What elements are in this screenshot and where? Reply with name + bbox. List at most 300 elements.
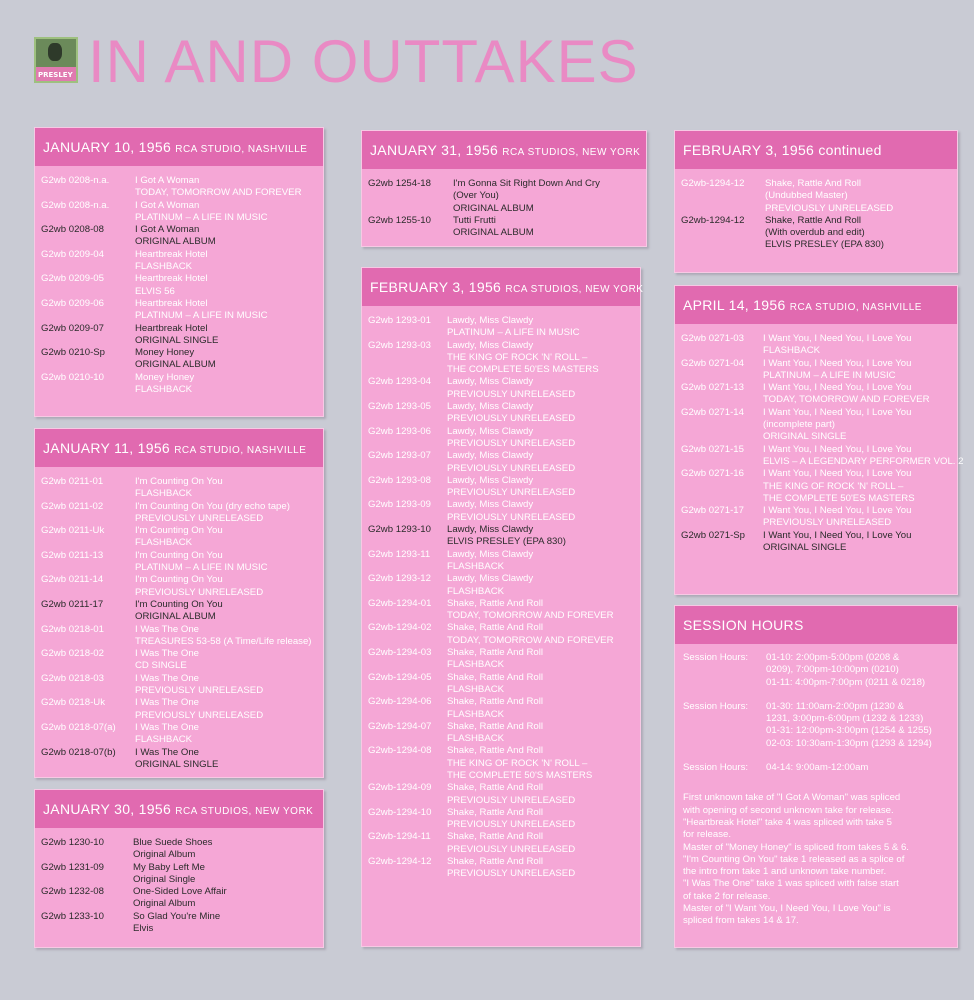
take-release: TODAY, TOMORROW AND FOREVER xyxy=(447,610,614,622)
take-row xyxy=(35,501,323,526)
take-row xyxy=(35,574,323,599)
take-row xyxy=(35,323,323,348)
session-date: JANUARY 30, 1956 xyxy=(43,801,172,817)
take-release: PREVIOUSLY UNRELEASED xyxy=(447,437,576,449)
session-hours-line: 01-11: 4:00pm-7:00pm (0211 & 0218) xyxy=(766,676,926,688)
take-song: Shake, Rattle And Roll xyxy=(447,720,543,732)
take-row xyxy=(362,401,640,426)
take-list xyxy=(35,828,323,935)
session-hours-row xyxy=(683,762,957,774)
session-box-jan31 xyxy=(361,130,647,247)
take-song: Shake, Rattle And Roll xyxy=(447,806,543,818)
take-row xyxy=(362,831,640,856)
take-row xyxy=(35,298,323,323)
take-release: PREVIOUSLY UNRELEASED xyxy=(447,794,576,806)
take-catalog-number: G2wb 0271-15 xyxy=(681,443,744,455)
take-row xyxy=(362,315,640,340)
take-row xyxy=(35,648,323,673)
take-catalog-number: G2wb 0208-08 xyxy=(41,224,104,236)
take-catalog-number: G2wb 0209-04 xyxy=(41,248,104,260)
session-hours-label: Session Hours: xyxy=(683,652,749,663)
note-line: spliced from takes 14 & 17. xyxy=(683,915,799,927)
take-catalog-number: G2wb-1294-02 xyxy=(368,622,432,634)
take-row xyxy=(675,382,957,407)
take-release-continued: THE COMPLETE 50'ES MASTERS xyxy=(447,364,599,376)
session-box-feb3 xyxy=(361,267,644,947)
session-date: FEBRUARY 3, 1956 continued xyxy=(683,142,882,158)
session-hours-line: 02-03: 10:30am-1:30pm (1293 & 1294) xyxy=(766,737,932,749)
session-hours-line: 04-14: 9:00am-12:00am xyxy=(766,762,869,774)
take-note: (Undubbed Master) xyxy=(765,190,848,202)
take-row xyxy=(35,722,323,747)
take-song: I'm Counting On You xyxy=(135,525,223,537)
note-line: with opening of second unknown take for release. xyxy=(683,804,894,816)
take-catalog-number: G2wb 1293-12 xyxy=(368,573,431,585)
take-release: PREVIOUSLY UNRELEASED xyxy=(763,517,892,529)
note-line: Master of "I Want You, I Need You, I Love You" is xyxy=(683,903,891,915)
take-release: PLATINUM – A LIFE IN MUSIC xyxy=(135,310,268,322)
take-release: ORIGINAL SINGLE xyxy=(763,431,847,443)
take-song: Lawdy, Miss Clawdy xyxy=(447,450,534,462)
take-song: Heartbreak Hotel xyxy=(135,322,208,334)
take-song: Lawdy, Miss Clawdy xyxy=(447,474,534,486)
take-catalog-number: G2wb-1294-01 xyxy=(368,597,432,609)
session-header xyxy=(675,286,957,324)
take-catalog-number: G2wb 0209-07 xyxy=(41,322,104,334)
take-song: Lawdy, Miss Clawdy xyxy=(447,573,534,585)
take-catalog-number: G2wb 0211-02 xyxy=(41,500,104,512)
take-release: ORIGINAL SINGLE xyxy=(135,334,219,346)
take-song: Blue Suede Shoes xyxy=(133,837,213,848)
take-row xyxy=(35,175,323,200)
session-location: RCA STUDIOS, NEW YORK xyxy=(502,147,641,158)
take-song: Lawdy, Miss Clawdy xyxy=(447,376,534,388)
session-box-jan30 xyxy=(34,789,324,948)
take-release: PLATINUM – A LIFE IN MUSIC xyxy=(447,327,580,339)
take-row xyxy=(35,673,323,698)
take-catalog-number: G2wb 1293-06 xyxy=(368,425,431,437)
session-hours-row xyxy=(683,652,957,689)
take-catalog-number: G2wb 1293-04 xyxy=(368,376,431,388)
session-hours-label: Session Hours: xyxy=(683,700,749,712)
take-row xyxy=(362,426,640,451)
take-catalog-number: G2wb 1230-10 xyxy=(41,837,104,848)
session-box-apr14 xyxy=(674,285,964,595)
take-row xyxy=(362,622,640,647)
session-header xyxy=(675,131,957,169)
take-song: My Baby Left Me xyxy=(133,861,205,873)
take-row xyxy=(675,468,957,505)
take-catalog-number: G2wb 1293-01 xyxy=(368,315,431,326)
take-release: PREVIOUSLY UNRELEASED xyxy=(765,202,894,214)
take-release: THE KING OF ROCK 'N' ROLL – xyxy=(763,480,904,492)
take-catalog-number: G2wb 0218-07(a) xyxy=(41,721,116,733)
take-row xyxy=(35,476,323,501)
take-song: I Was The One xyxy=(135,623,199,635)
session-header xyxy=(35,790,323,828)
take-row xyxy=(675,178,957,215)
take-song: Heartbreak Hotel xyxy=(135,297,208,309)
take-song: Lawdy, Miss Clawdy xyxy=(447,524,534,536)
take-row xyxy=(35,911,323,936)
take-song: Shake, Rattle And Roll xyxy=(447,671,543,683)
take-row xyxy=(362,178,646,215)
take-catalog-number: G2wb 1293-07 xyxy=(368,450,431,462)
take-row xyxy=(35,624,323,649)
take-catalog-number: G2wb 1293-08 xyxy=(368,474,431,486)
title-icon xyxy=(34,37,78,83)
take-release: PREVIOUSLY UNRELEASED xyxy=(135,586,264,598)
take-catalog-number: G2wb-1294-12 xyxy=(681,214,745,226)
note-line: "I'm Counting On You" take 1 released as a splice of xyxy=(683,853,905,865)
take-song: Shake, Rattle And Roll xyxy=(447,622,543,634)
take-release: Original Album xyxy=(133,898,196,910)
take-row xyxy=(362,340,640,377)
take-release: ELVIS PRESLEY (EPA 830) xyxy=(765,239,884,251)
take-row xyxy=(362,672,640,697)
take-row xyxy=(35,224,323,249)
take-catalog-number: G2wb 0210-10 xyxy=(41,371,104,383)
take-song: Heartbreak Hotel xyxy=(135,248,208,260)
take-song: I'm Counting On You xyxy=(135,476,223,487)
take-song: I Was The One xyxy=(135,721,199,733)
take-catalog-number: G2wb 0271-03 xyxy=(681,333,744,344)
take-catalog-number: G2wb 0271-16 xyxy=(681,468,744,480)
take-song: Shake, Rattle And Roll xyxy=(447,856,543,868)
take-release: PREVIOUSLY UNRELEASED xyxy=(447,462,576,474)
take-song: I Got A Woman xyxy=(135,175,200,186)
take-release: FLASHBACK xyxy=(447,560,505,572)
take-release-continued: THE COMPLETE 50'S MASTERS xyxy=(447,769,593,781)
session-hours-line: 01-31: 12:00pm-3:00pm (1254 & 1255) xyxy=(766,725,932,737)
session-header xyxy=(35,128,323,166)
take-song: Tutti Frutti xyxy=(453,214,496,226)
take-row xyxy=(675,505,957,530)
take-song: Lawdy, Miss Clawdy xyxy=(447,315,534,326)
take-release: FLASHBACK xyxy=(447,683,505,695)
take-catalog-number: G2wb 0271-Sp xyxy=(681,529,745,541)
take-release: PREVIOUSLY UNRELEASED xyxy=(135,685,264,697)
take-release: FLASHBACK xyxy=(135,384,193,396)
session-hours-row xyxy=(683,701,957,750)
take-release: THE KING OF ROCK 'N' ROLL – xyxy=(447,757,588,769)
take-catalog-number: G2wb-1294-03 xyxy=(368,647,432,659)
take-song: Shake, Rattle And Roll xyxy=(447,745,543,757)
take-catalog-number: G2wb 1293-05 xyxy=(368,401,431,413)
take-song: I Was The One xyxy=(135,697,199,709)
take-release: ORIGINAL ALBUM xyxy=(135,236,216,248)
take-song: I Got A Woman xyxy=(135,199,200,211)
note-line: the intro from take 1 and unknown take number. xyxy=(683,866,887,878)
take-release: PREVIOUSLY UNRELEASED xyxy=(447,388,576,400)
take-song: I'm Counting On You xyxy=(135,574,223,586)
take-note: (Over You) xyxy=(453,190,499,202)
take-song: I'm Counting On You (dry echo tape) xyxy=(135,500,290,512)
take-catalog-number: G2wb 0218-Uk xyxy=(41,697,105,709)
take-song: Shake, Rattle And Roll xyxy=(765,214,861,226)
take-row xyxy=(362,721,640,746)
take-row xyxy=(362,782,640,807)
take-row xyxy=(35,525,323,550)
take-song: I'm Counting On You xyxy=(135,549,223,561)
take-row xyxy=(675,358,957,383)
take-row xyxy=(675,333,957,358)
session-location: RCA STUDIOS, NEW YORK xyxy=(175,806,314,817)
take-catalog-number: G2wb 0218-03 xyxy=(41,672,104,684)
take-release: PREVIOUSLY UNRELEASED xyxy=(135,512,264,524)
take-song: Lawdy, Miss Clawdy xyxy=(447,425,534,437)
take-song: I Want You, I Need You, I Love You xyxy=(763,357,912,369)
session-date: JANUARY 10, 1956 xyxy=(43,139,172,155)
session-hours-box xyxy=(674,605,958,948)
take-catalog-number: G2wb 1293-10 xyxy=(368,524,431,536)
take-song: Shake, Rattle And Roll xyxy=(447,782,543,794)
take-song: Shake, Rattle And Roll xyxy=(447,831,543,843)
take-catalog-number: G2wb 1254-18 xyxy=(368,178,431,189)
session-hours-line: 01-30: 11:00am-2:00pm (1230 & xyxy=(766,700,904,712)
take-song: I'm Counting On You xyxy=(135,598,223,610)
take-release: FLASHBACK xyxy=(447,659,505,671)
take-catalog-number: G2wb 0271-04 xyxy=(681,357,744,369)
take-song: Shake, Rattle And Roll xyxy=(447,696,543,708)
session-hours-line: 0209), 7:00pm-10:00pm (0210) xyxy=(766,664,899,676)
take-catalog-number: G2wb-1294-09 xyxy=(368,782,432,794)
session-hours-body xyxy=(675,644,957,928)
take-release: CD SINGLE xyxy=(135,660,187,672)
take-list xyxy=(362,306,640,881)
take-song: Lawdy, Miss Clawdy xyxy=(447,339,534,351)
take-row xyxy=(362,450,640,475)
take-catalog-number: G2wb-1294-06 xyxy=(368,696,432,708)
take-song: I Want You, I Need You, I Love You xyxy=(763,406,912,418)
take-song: Shake, Rattle And Roll xyxy=(447,647,543,659)
take-catalog-number: G2wb 1293-11 xyxy=(368,548,431,560)
icon-text: PRESLEY xyxy=(38,71,73,79)
take-release: PLATINUM – A LIFE IN MUSIC xyxy=(135,211,268,223)
take-release: ELVIS 56 xyxy=(135,285,175,297)
take-row xyxy=(35,550,323,575)
splice-notes xyxy=(683,792,957,927)
take-release: ORIGINAL SINGLE xyxy=(135,758,219,770)
take-catalog-number: G2wb 0211-Uk xyxy=(41,525,105,537)
take-row xyxy=(362,475,640,500)
note-line: "I Was The One" take 1 was spliced with false start xyxy=(683,878,899,890)
take-catalog-number: G2wb-1294-11 xyxy=(368,831,431,843)
take-catalog-number: G2wb 0218-01 xyxy=(41,623,104,635)
take-row xyxy=(362,807,640,832)
take-release: TODAY, TOMORROW AND FOREVER xyxy=(135,187,302,199)
take-release-continued: THE COMPLETE 50'ES MASTERS xyxy=(763,492,915,504)
take-row xyxy=(362,647,640,672)
take-song: Lawdy, Miss Clawdy xyxy=(447,499,534,511)
take-catalog-number: G2wb-1294-07 xyxy=(368,720,432,732)
take-release: PREVIOUSLY UNRELEASED xyxy=(135,709,264,721)
take-release: TREASURES 53-58 (A Time/Life release) xyxy=(135,635,312,647)
take-row xyxy=(35,273,323,298)
take-catalog-number: G2wb 0209-05 xyxy=(41,273,104,285)
take-row xyxy=(35,697,323,722)
take-song: Lawdy, Miss Clawdy xyxy=(447,401,534,413)
take-release: ORIGINAL ALBUM xyxy=(453,202,534,214)
session-header xyxy=(362,268,644,306)
take-song: I Was The One xyxy=(135,672,199,684)
take-song: Shake, Rattle And Roll xyxy=(765,178,861,189)
take-song: Money Honey xyxy=(135,347,195,359)
take-row xyxy=(362,696,640,721)
take-list xyxy=(362,169,646,239)
take-release: ORIGINAL ALBUM xyxy=(135,359,216,371)
take-catalog-number: G2wb 0211-01 xyxy=(41,476,104,487)
take-row xyxy=(675,443,964,469)
take-row xyxy=(35,599,323,624)
take-release: FLASHBACK xyxy=(135,734,193,746)
take-row xyxy=(35,862,323,887)
take-catalog-number: G2wb 0211-14 xyxy=(41,574,104,586)
take-row xyxy=(362,524,640,549)
note-line: for release. xyxy=(683,829,731,841)
take-release: FLASHBACK xyxy=(135,261,193,273)
session-hours-label: Session Hours: xyxy=(683,762,749,774)
take-catalog-number: G2wb 0208-n.a. xyxy=(41,175,110,186)
note-line: "Heartbreak Hotel" take 4 was spliced with take 5 xyxy=(683,816,892,828)
take-catalog-number: G2wb 1232-08 xyxy=(41,886,104,898)
take-row xyxy=(675,215,957,252)
take-catalog-number: G2wb 0218-07(b) xyxy=(41,746,116,758)
take-list xyxy=(675,324,964,554)
take-list xyxy=(35,166,323,396)
session-date: APRIL 14, 1956 xyxy=(683,297,786,313)
take-song: I Want You, I Need You, I Love You xyxy=(763,382,912,394)
session-hours-line: 1231, 3:00pm-6:00pm (1232 & 1233) xyxy=(766,713,924,725)
take-row xyxy=(35,837,323,862)
take-catalog-number: G2wb 0271-13 xyxy=(681,382,744,394)
take-catalog-number: G2wb 0209-06 xyxy=(41,297,104,309)
take-catalog-number: G2wb 1231-09 xyxy=(41,861,104,873)
take-song: I Want You, I Need You, I Love You xyxy=(763,443,912,455)
take-release: PLATINUM – A LIFE IN MUSIC xyxy=(763,369,896,381)
take-catalog-number: G2wb-1294-08 xyxy=(368,745,432,757)
note-line: First unknown take of "I Got A Woman" was spliced xyxy=(683,792,901,804)
take-song: I Want You, I Need You, I Love You xyxy=(763,529,912,541)
take-song: Lawdy, Miss Clawdy xyxy=(447,548,534,560)
take-song: I Want You, I Need You, I Love You xyxy=(763,333,912,344)
take-song: I Was The One xyxy=(135,648,199,660)
take-release: FLASHBACK xyxy=(447,708,505,720)
session-date: JANUARY 11, 1956 xyxy=(43,440,170,456)
take-row xyxy=(362,573,640,598)
take-catalog-number: G2wb 0218-02 xyxy=(41,648,104,660)
take-catalog-number: G2wb-1294-10 xyxy=(368,806,432,818)
session-box-feb3-continued xyxy=(674,130,958,273)
take-list xyxy=(675,169,957,252)
page-title: IN AND OUTTAKES xyxy=(88,28,639,95)
take-catalog-number: G2wb 1233-10 xyxy=(41,910,104,922)
take-catalog-number: G2wb 1293-09 xyxy=(368,499,431,511)
session-location: RCA STUDIO, NASHVILLE xyxy=(175,144,308,155)
take-song: So Glad You're Mine xyxy=(133,910,221,922)
take-release: Original Single xyxy=(133,873,196,885)
take-catalog-number: G2wb-1294-05 xyxy=(368,671,432,683)
take-row xyxy=(35,249,323,274)
take-row xyxy=(35,200,323,225)
take-note: (With overdub and edit) xyxy=(765,227,865,239)
take-catalog-number: G2wb 0208-n.a. xyxy=(41,199,110,211)
take-song: I Was The One xyxy=(135,746,199,758)
take-song: Money Honey xyxy=(135,371,195,383)
take-row xyxy=(362,549,640,574)
take-release: THE KING OF ROCK 'N' ROLL – xyxy=(447,351,588,363)
session-hours-line: 01-10: 2:00pm-5:00pm (0208 & xyxy=(766,652,900,663)
take-release: PLATINUM – A LIFE IN MUSIC xyxy=(135,562,268,574)
take-release: Elvis xyxy=(133,923,154,935)
session-header xyxy=(362,131,646,169)
take-catalog-number: G2wb 0211-17 xyxy=(41,598,104,610)
take-catalog-number: G2wb 1255-10 xyxy=(368,214,431,226)
take-release: FLASHBACK xyxy=(135,488,193,500)
take-release: PREVIOUSLY UNRELEASED xyxy=(447,413,576,425)
session-location: RCA STUDIOS, NEW YORK xyxy=(505,284,644,295)
take-note: (incomplete part) xyxy=(763,419,835,431)
take-row xyxy=(675,407,957,444)
take-song: Heartbreak Hotel xyxy=(135,273,208,285)
take-row xyxy=(35,747,323,772)
take-row xyxy=(362,215,646,240)
take-catalog-number: G2wb 0210-Sp xyxy=(41,347,105,359)
take-release: PREVIOUSLY UNRELEASED xyxy=(447,843,576,855)
session-box-jan11 xyxy=(34,428,324,778)
session-date: JANUARY 31, 1956 xyxy=(370,142,499,158)
take-release: Original Album xyxy=(133,849,196,861)
take-release: ELVIS – A LEGENDARY PERFORMER VOL. 2 xyxy=(763,455,964,467)
take-row xyxy=(675,530,957,555)
take-song: Shake, Rattle And Roll xyxy=(447,597,543,609)
take-release: FLASHBACK xyxy=(135,537,193,549)
take-release: TODAY, TOMORROW AND FOREVER xyxy=(763,394,930,406)
session-header xyxy=(35,429,323,467)
take-catalog-number: G2wb 0211-13 xyxy=(41,549,104,561)
take-row xyxy=(35,347,323,372)
take-song: I Want You, I Need You, I Love You xyxy=(763,468,912,480)
session-box-jan10 xyxy=(34,127,324,417)
take-row xyxy=(362,376,640,401)
take-release: PREVIOUSLY UNRELEASED xyxy=(447,819,576,831)
take-catalog-number: G2wb 0271-17 xyxy=(681,505,744,517)
take-catalog-number: G2wb-1294-12 xyxy=(681,178,745,189)
take-release: ELVIS PRESLEY (EPA 830) xyxy=(447,536,566,548)
take-list xyxy=(35,467,323,771)
take-row xyxy=(35,886,323,911)
take-release: PREVIOUSLY UNRELEASED xyxy=(447,868,576,880)
take-song: One-Sided Love Affair xyxy=(133,886,227,898)
take-release: FLASHBACK xyxy=(447,585,505,597)
note-line: Master of "Money Honey" is spliced from takes 5 & 6. xyxy=(683,841,909,853)
take-row xyxy=(362,499,640,524)
session-hours-header: SESSION HOURS xyxy=(675,606,957,644)
take-release: TODAY, TOMORROW AND FOREVER xyxy=(447,634,614,646)
take-release: FLASHBACK xyxy=(763,345,821,357)
take-catalog-number: G2wb-1294-12 xyxy=(368,856,432,868)
take-song: I Want You, I Need You, I Love You xyxy=(763,505,912,517)
take-song: I'm Gonna Sit Right Down And Cry xyxy=(453,178,600,189)
take-release: PREVIOUSLY UNRELEASED xyxy=(447,511,576,523)
session-location: RCA STUDIO, NASHVILLE xyxy=(174,445,307,456)
note-line: of take 2 for release. xyxy=(683,890,771,902)
take-release: ORIGINAL SINGLE xyxy=(763,542,847,554)
session-location: RCA STUDIO, NASHVILLE xyxy=(789,302,922,313)
take-song: I Got A Woman xyxy=(135,224,200,236)
take-catalog-number: G2wb 1293-03 xyxy=(368,339,431,351)
take-release: ORIGINAL ALBUM xyxy=(135,611,216,623)
